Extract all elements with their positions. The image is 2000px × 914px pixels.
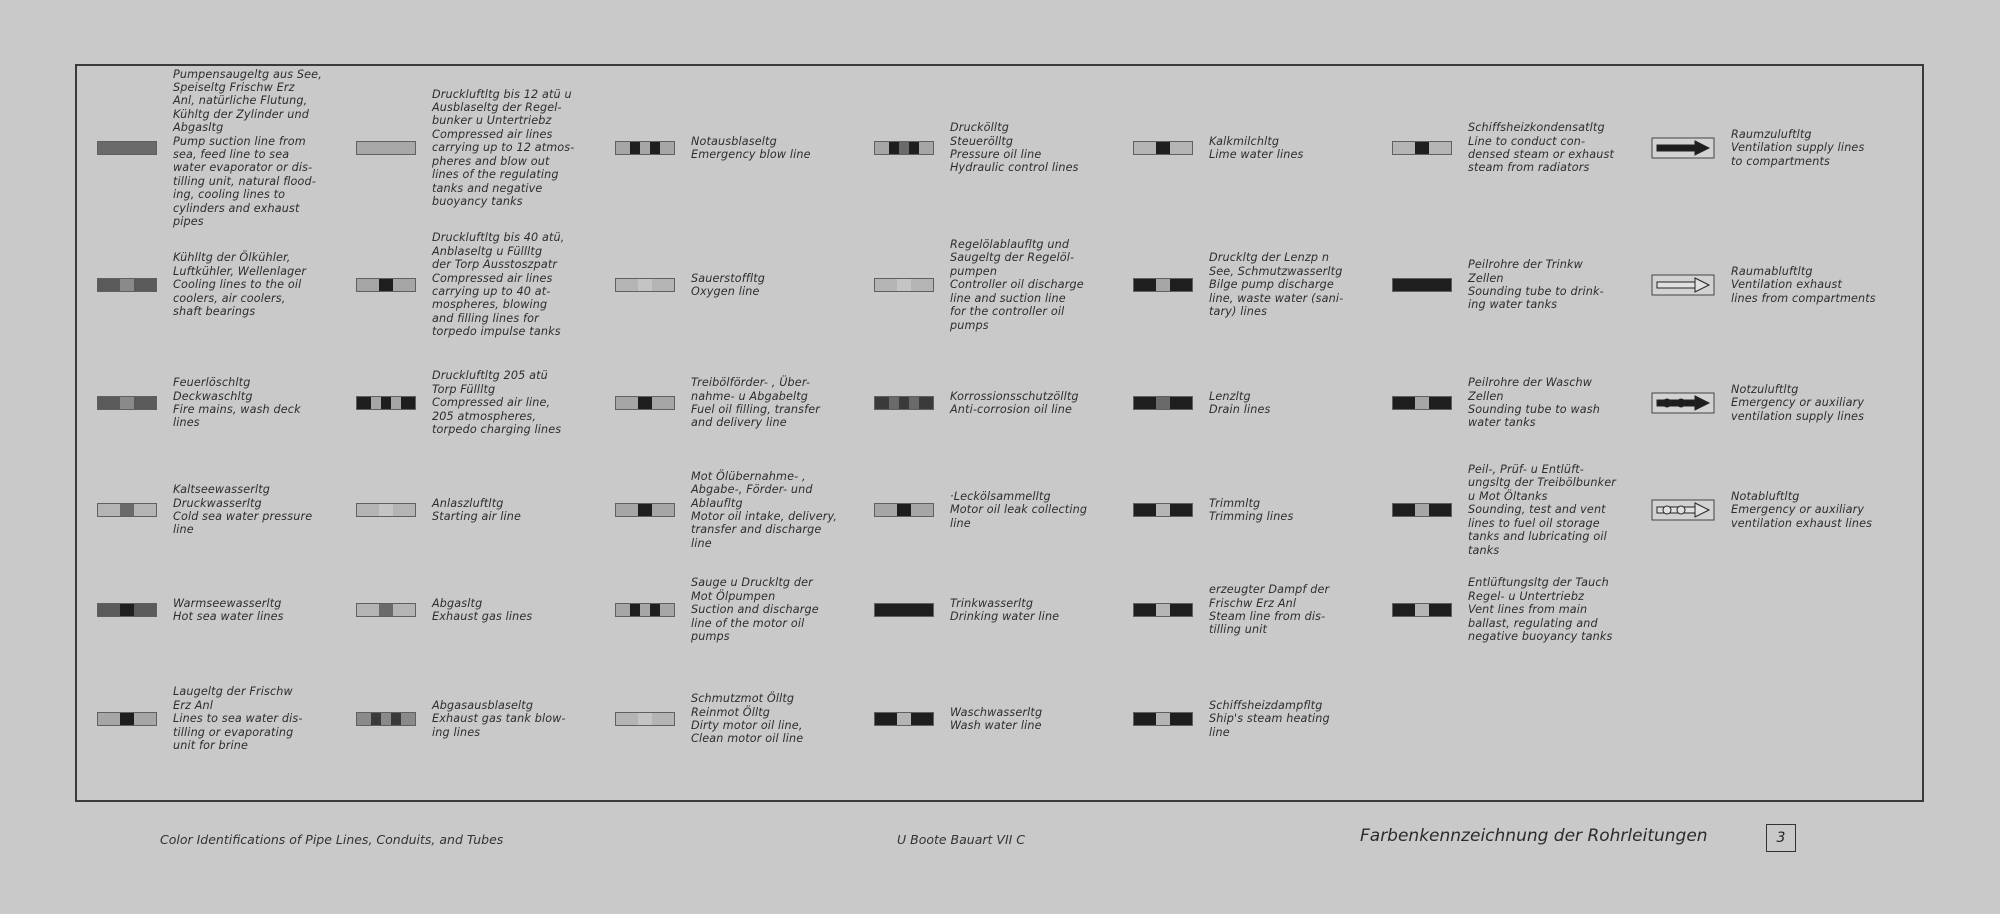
legend-entry-text: Regelölablaufltg und Saugeltg der Regelöl- pumpen Controller oil discharge line and suction line for the controller oil pumps — [950, 238, 1084, 332]
swatch-band — [1429, 397, 1451, 409]
swatch-band — [1415, 142, 1429, 154]
legend-entry-text: Notabluftltg Emergency or auxiliary ventilation exhaust lines — [1731, 489, 1873, 530]
legend-entry — [1651, 224, 1906, 346]
pipe-color-swatch — [1133, 141, 1193, 155]
legend-entry-text: Anlaszluftltg Starting air line — [432, 496, 522, 523]
pipe-color-swatch — [615, 603, 675, 617]
swatch-band — [393, 279, 415, 291]
swatch-band — [1429, 504, 1451, 516]
swatch-band — [899, 397, 909, 409]
legend-entry-text: Peilrohre der Waschw Zellen Sounding tube to wash water tanks — [1468, 376, 1600, 430]
pipe-color-swatch — [356, 141, 416, 155]
legend-entry — [1133, 660, 1392, 778]
pipe-color-swatch — [874, 603, 934, 617]
swatch-band — [1156, 504, 1170, 516]
legend-entry-text: Korrossionsschutzölltg Anti-corrosion oil line — [950, 389, 1079, 416]
ventilation-arrow-icon — [1651, 273, 1715, 297]
legend-entry-text: Peilrohre der Trinkw Zellen Sounding tube to drink- ing water tanks — [1468, 258, 1604, 312]
swatch-band — [909, 142, 919, 154]
legend-entry-text: Druckluftltg bis 12 atü u Ausblaseltg der Regel- bunker u Untertriebz Compressed air lines carrying up to 12 atmos- pheres and blow out lines of the regulating tanks and negative buoyancy tanks — [432, 87, 575, 208]
pipe-color-swatch — [874, 503, 934, 517]
swatch-band — [652, 279, 674, 291]
legend-entry — [97, 660, 356, 778]
pipe-color-swatch — [356, 712, 416, 726]
swatch-band — [660, 604, 674, 616]
legend-entry — [1133, 560, 1392, 660]
pipe-color-swatch — [615, 278, 675, 292]
legend-entry-text: Feuerlöschltg Deckwaschltg Fire mains, wash deck lines — [173, 376, 301, 430]
pipe-color-swatch — [1133, 278, 1193, 292]
pipe-color-swatch — [97, 396, 157, 410]
legend-entry — [1392, 346, 1651, 460]
swatch-band — [134, 504, 156, 516]
swatch-band — [616, 504, 638, 516]
swatch-band — [897, 713, 911, 725]
legend-entry — [356, 224, 615, 346]
swatch-band — [638, 397, 652, 409]
swatch-band — [1429, 604, 1451, 616]
legend-entry — [1392, 560, 1651, 660]
legend-entry-text: Kühlltg der Ölkühler, Luftkühler, Wellenlager Cooling lines to the oil coolers, air coolers, shaft bearings — [173, 251, 307, 319]
swatch-band — [98, 504, 120, 516]
swatch-band — [1134, 142, 1156, 154]
swatch-band — [379, 504, 393, 516]
pipe-color-swatch — [97, 712, 157, 726]
pipe-color-swatch — [615, 503, 675, 517]
legend-entry — [874, 460, 1133, 560]
legend-entry-text: Trimmltg Trimming lines — [1209, 496, 1294, 523]
swatch-band — [1134, 397, 1156, 409]
swatch-band — [875, 504, 897, 516]
pipe-color-swatch — [1133, 503, 1193, 517]
swatch-band — [1393, 279, 1451, 291]
legend-entry — [615, 660, 874, 778]
swatch-band — [660, 142, 674, 154]
swatch-band — [638, 713, 652, 725]
swatch-band — [134, 713, 156, 725]
legend-entry-text: Pumpensaugeltg aus See, Speiseltg Frischw Erz Anl, natürliche Flutung, Kühltg der Zylinder und Abgasltg Pump suction line from sea, feed line to sea water evaporator or dis- tilling unit, natural flood- ing, cooling lines to cylinders and exhaust pipes — [173, 67, 322, 229]
legend-entry-text: Kalkmilchltg Lime water lines — [1209, 134, 1304, 161]
swatch-band — [899, 142, 909, 154]
swatch-band — [134, 604, 156, 616]
swatch-band — [1170, 142, 1192, 154]
swatch-band — [616, 397, 638, 409]
legend-entry — [356, 346, 615, 460]
pipe-color-swatch — [1133, 712, 1193, 726]
legend-entry-text: Druckölltg Steuerölltg Pressure oil line Hydraulic control lines — [950, 121, 1079, 175]
swatch-band — [98, 397, 120, 409]
legend-entry-text: Notausblaseltg Emergency blow line — [691, 134, 811, 161]
ventilation-arrow-icon — [1651, 391, 1715, 415]
swatch-band — [1170, 397, 1192, 409]
legend-entry — [615, 460, 874, 560]
swatch-band — [616, 604, 630, 616]
legend-entry-text: Trinkwasserltg Drinking water line — [950, 596, 1060, 623]
swatch-band — [630, 142, 640, 154]
swatch-band — [652, 397, 674, 409]
legend-entry-text: Treibölförder- , Über- nahme- u Abgabeltg Fuel oil filling, transfer and delivery line — [691, 376, 820, 430]
swatch-band — [391, 397, 401, 409]
swatch-band — [897, 279, 911, 291]
legend-entry — [97, 67, 356, 229]
legend-entry-text: Raumabluftltg Ventilation exhaust lines from compartments — [1731, 264, 1876, 305]
legend-entry-text: Peil-, Prüf- u Entlüft- ungsltg der Treibölbunker u Mot Öltanks Sounding, test and vent lines to fuel oil storage tanks and lubricating oil tanks — [1468, 463, 1617, 557]
swatch-band — [357, 142, 415, 154]
legend-entry-text: Entlüftungsltg der Tauch Regel- u Untertriebz Vent lines from main ballast, regulating and negative buoyancy tanks — [1468, 576, 1613, 644]
swatch-band — [1156, 142, 1170, 154]
swatch-band — [98, 713, 120, 725]
pipe-color-swatch — [1392, 503, 1452, 517]
legend-entry-text: Warmseewasserltg Hot sea water lines — [173, 596, 284, 623]
legend-entry-text: Druckltg der Lenzp n See, Schmutzwasserltg Bilge pump discharge line, waste water (sani- tary) lines — [1209, 251, 1344, 319]
swatch-band — [616, 142, 630, 154]
pipe-color-swatch — [874, 141, 934, 155]
swatch-band — [911, 279, 933, 291]
legend-entry-text: ·Leckölsammelltg Motor oil leak collecting line — [950, 489, 1088, 530]
legend-entry-text: erzeugter Dampf der Frischw Erz Anl Steam line from dis- tilling unit — [1209, 583, 1330, 637]
swatch-band — [357, 279, 379, 291]
swatch-band — [1415, 504, 1429, 516]
legend-entry — [874, 660, 1133, 778]
swatch-band — [401, 397, 415, 409]
legend-grid — [97, 67, 1914, 794]
swatch-band — [120, 397, 134, 409]
swatch-band — [1393, 142, 1415, 154]
pipe-color-swatch — [1392, 396, 1452, 410]
swatch-band — [1170, 504, 1192, 516]
pipe-color-swatch — [874, 396, 934, 410]
pipe-color-swatch — [97, 278, 157, 292]
swatch-band — [120, 504, 134, 516]
pipe-color-swatch — [874, 278, 934, 292]
pipe-color-swatch — [1133, 603, 1193, 617]
swatch-band — [1393, 397, 1415, 409]
legend-entry — [356, 460, 615, 560]
swatch-band — [652, 713, 674, 725]
pipe-color-swatch — [615, 396, 675, 410]
legend-entry — [1133, 460, 1392, 560]
swatch-band — [1156, 279, 1170, 291]
legend-entry — [615, 346, 874, 460]
swatch-band — [616, 713, 638, 725]
swatch-band — [875, 397, 889, 409]
legend-entry — [615, 224, 874, 346]
pipe-color-swatch — [1392, 141, 1452, 155]
legend-entry — [1651, 660, 1906, 778]
pipe-color-swatch — [1392, 603, 1452, 617]
swatch-band — [381, 713, 391, 725]
swatch-band — [379, 604, 393, 616]
legend-entry-text: Schiffsheizdampfltg Ship's steam heating line — [1209, 698, 1330, 739]
swatch-band — [911, 713, 933, 725]
swatch-band — [391, 713, 401, 725]
ventilation-arrow-icon — [1651, 498, 1715, 522]
swatch-band — [371, 397, 381, 409]
swatch-band — [381, 397, 391, 409]
legend-entry — [97, 460, 356, 560]
legend-entry — [615, 560, 874, 660]
swatch-band — [638, 279, 652, 291]
swatch-band — [875, 713, 897, 725]
legend-entry — [1392, 224, 1651, 346]
legend-entry — [356, 72, 615, 224]
swatch-band — [357, 713, 371, 725]
legend-entry-text: Abgasausblaseltg Exhaust gas tank blow- ing lines — [432, 698, 566, 739]
swatch-band — [393, 604, 415, 616]
pipe-color-swatch — [615, 712, 675, 726]
swatch-band — [1415, 604, 1429, 616]
swatch-band — [875, 142, 889, 154]
swatch-band — [1134, 713, 1156, 725]
pipe-color-swatch — [356, 603, 416, 617]
swatch-band — [1393, 504, 1415, 516]
legend-entry — [874, 224, 1133, 346]
swatch-band — [120, 279, 134, 291]
swatch-band — [919, 142, 933, 154]
legend-entry-text: Kaltseewasserltg Druckwasserltg Cold sea water pressure line — [173, 483, 313, 537]
legend-entry-text: Lenzltg Drain lines — [1209, 389, 1271, 416]
swatch-band — [1134, 504, 1156, 516]
legend-sheet — [75, 64, 1924, 802]
swatch-band — [1134, 279, 1156, 291]
swatch-band — [640, 142, 650, 154]
swatch-band — [1156, 604, 1170, 616]
swatch-band — [134, 279, 156, 291]
swatch-band — [1156, 397, 1170, 409]
swatch-band — [98, 604, 120, 616]
pipe-color-swatch — [356, 396, 416, 410]
pipe-color-swatch — [874, 712, 934, 726]
swatch-band — [379, 279, 393, 291]
swatch-band — [630, 604, 640, 616]
legend-entry — [874, 72, 1133, 224]
pipe-color-swatch — [615, 141, 675, 155]
legend-entry — [1392, 460, 1651, 560]
swatch-band — [650, 604, 660, 616]
swatch-band — [889, 397, 899, 409]
legend-entry — [356, 560, 615, 660]
legend-entry — [874, 346, 1133, 460]
swatch-band — [371, 713, 381, 725]
legend-entry-text: Schmutzmot Ölltg Reinmot Ölltg Dirty motor oil line, Clean motor oil line — [691, 692, 804, 746]
swatch-band — [98, 279, 120, 291]
pipe-color-swatch — [97, 141, 157, 155]
swatch-band — [357, 397, 371, 409]
legend-entry — [1133, 224, 1392, 346]
legend-entry — [97, 224, 356, 346]
legend-entry-text: Sauerstoffltg Oxygen line — [691, 271, 766, 298]
swatch-band — [1156, 713, 1170, 725]
swatch-band — [911, 504, 933, 516]
legend-entry — [615, 72, 874, 224]
pipe-color-swatch — [1133, 396, 1193, 410]
legend-entry — [1651, 346, 1906, 460]
legend-entry-text: Druckluftltg 205 atü Torp Füllltg Compressed air line, 205 atmospheres, torpedo charging lines — [432, 369, 562, 437]
swatch-band — [1134, 604, 1156, 616]
ventilation-arrow-icon — [1651, 136, 1715, 160]
swatch-band — [120, 604, 134, 616]
swatch-band — [640, 604, 650, 616]
page-number: 3 — [1766, 824, 1796, 852]
swatch-band — [357, 504, 379, 516]
legend-entry-text: Druckluftltg bis 40 atü, Anblaseltg u Füllltg der Torp Ausstoszpatr Compressed air lines carrying up to 40 at- mospheres, blowing and filling lines for torpedo impulse tanks — [432, 231, 565, 339]
swatch-band — [650, 142, 660, 154]
legend-entry-text: Sauge u Druckltg der Mot Ölpumpen Suction and discharge line of the motor oil pumps — [691, 576, 819, 644]
swatch-band — [98, 142, 156, 154]
pipe-color-swatch — [1392, 278, 1452, 292]
legend-entry — [1651, 72, 1906, 224]
legend-entry — [1392, 660, 1651, 778]
swatch-band — [875, 604, 933, 616]
swatch-band — [1429, 142, 1451, 154]
legend-entry-text: Abgasltg Exhaust gas lines — [432, 596, 533, 623]
pipe-color-swatch — [97, 603, 157, 617]
legend-entry — [1133, 72, 1392, 224]
swatch-band — [875, 279, 897, 291]
swatch-band — [889, 142, 899, 154]
swatch-band — [909, 397, 919, 409]
footer-boat-type: U Boote Bauart VII C — [897, 832, 1026, 847]
swatch-band — [401, 713, 415, 725]
legend-entry-text: Mot Ölübernahme- , Abgabe-, Förder- und Ablaufltg Motor oil intake, delivery, transfer and discharge line — [691, 469, 838, 550]
legend-entry — [356, 660, 615, 778]
legend-entry-text: Waschwasserltg Wash water line — [950, 705, 1043, 732]
swatch-band — [919, 397, 933, 409]
swatch-band — [897, 504, 911, 516]
legend-entry — [97, 560, 356, 660]
swatch-band — [1170, 604, 1192, 616]
legend-entry — [1651, 560, 1906, 660]
swatch-band — [652, 504, 674, 516]
swatch-band — [1170, 279, 1192, 291]
legend-entry-text: Raumzuluftltg Ventilation supply lines to compartments — [1731, 127, 1865, 168]
pipe-color-swatch — [97, 503, 157, 517]
swatch-band — [357, 604, 379, 616]
legend-entry-text: Schiffsheizkondensatltg Line to conduct con- densed steam or exhaust steam from radiators — [1468, 121, 1615, 175]
legend-entry-text: Laugeltg der Frischw Erz Anl Lines to sea water dis- tilling or evaporating unit for brine — [173, 685, 303, 753]
swatch-band — [134, 397, 156, 409]
footer-english-title: Color Identifications of Pipe Lines, Conduits, and Tubes — [160, 832, 504, 847]
legend-entry — [1392, 72, 1651, 224]
legend-entry — [874, 560, 1133, 660]
swatch-band — [1415, 397, 1429, 409]
pipe-color-swatch — [356, 278, 416, 292]
swatch-band — [1170, 713, 1192, 725]
swatch-band — [1393, 604, 1415, 616]
swatch-band — [616, 279, 638, 291]
legend-entry — [97, 346, 356, 460]
swatch-band — [120, 713, 134, 725]
pipe-color-swatch — [356, 503, 416, 517]
swatch-band — [638, 504, 652, 516]
footer-german-title: Farbenkennzeichnung der Rohrleitungen — [1360, 826, 1708, 846]
swatch-band — [393, 504, 415, 516]
legend-entry — [1651, 460, 1906, 560]
legend-entry-text: Notzuluftltg Emergency or auxiliary ventilation supply lines — [1731, 382, 1865, 423]
legend-entry — [1133, 346, 1392, 460]
